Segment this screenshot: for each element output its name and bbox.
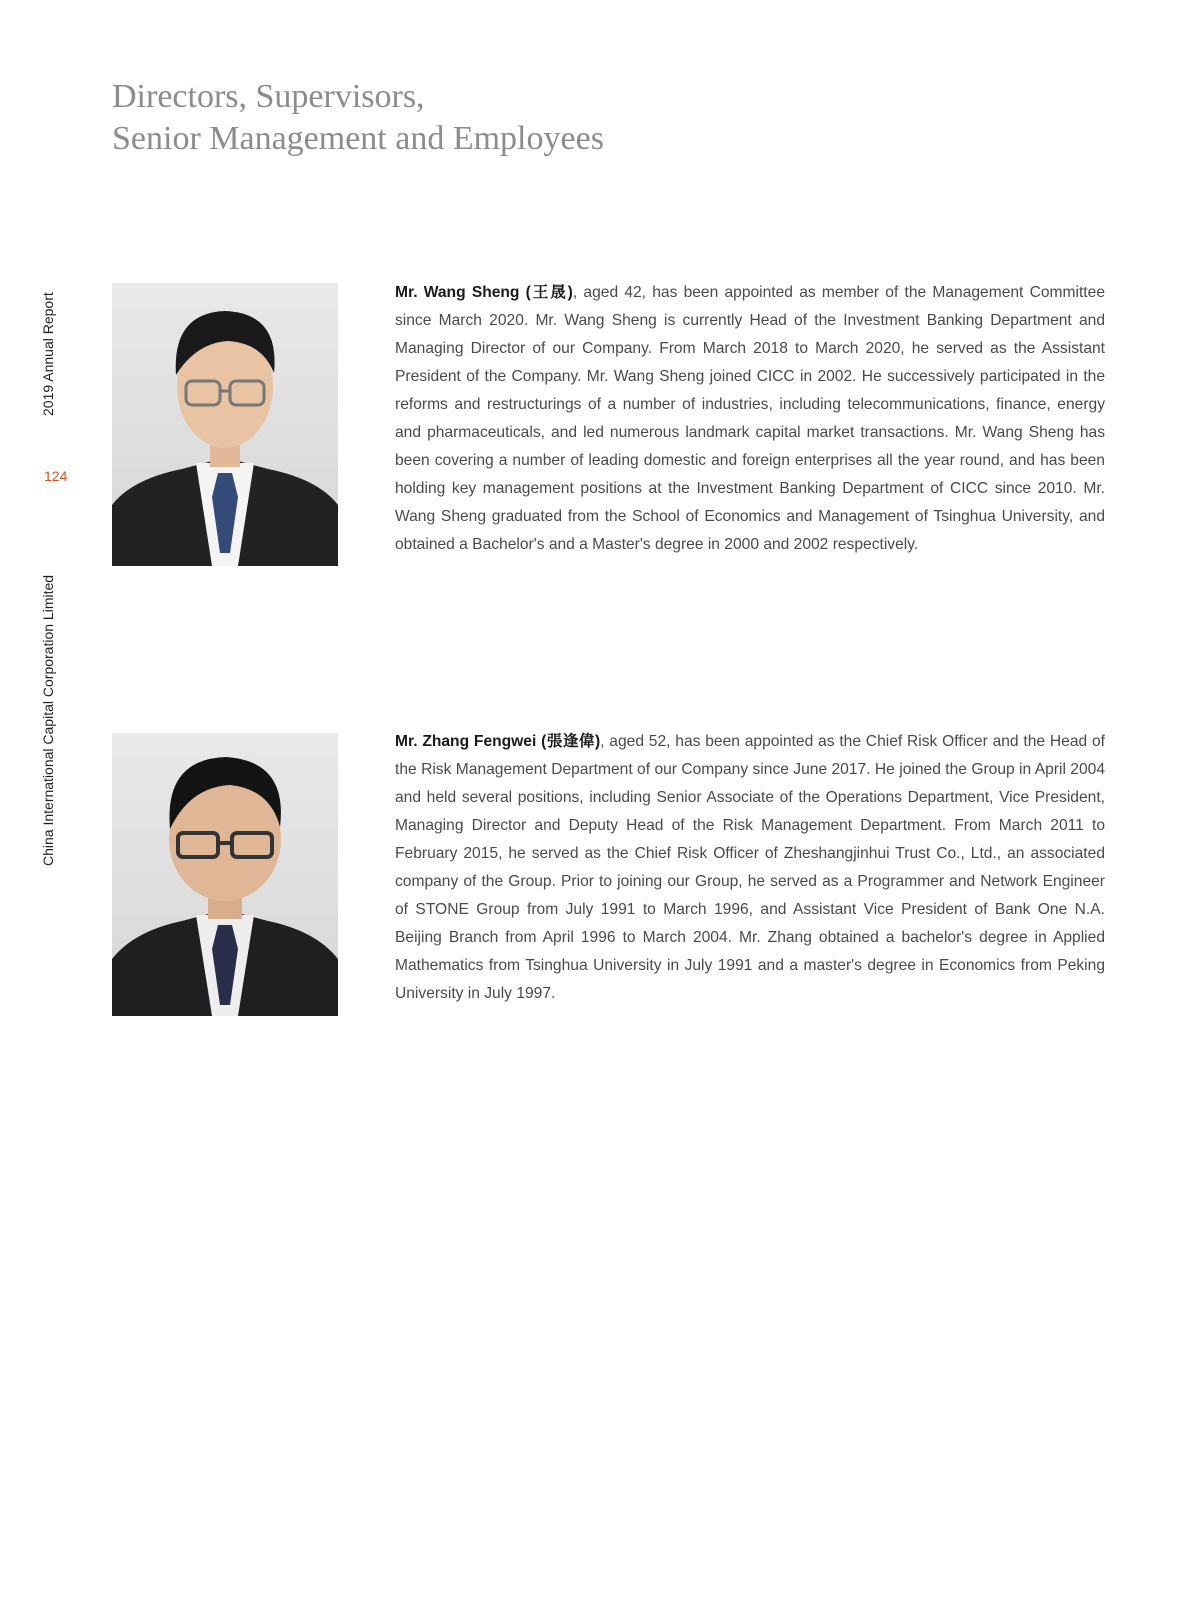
bio-paragraph-wang-sheng	[395, 279, 1105, 559]
page-title	[112, 76, 604, 160]
bio-text: , aged 42, has been appointed as member of the Management Committee since March 2020. Mr. Wang Sheng is currently Head of the Investment Banking Department and Managing Director of our Company. From March 2018 to March 2020, he served as the Assistant President of the Company. Mr. Wang Sheng joined CICC in 2002. He successively participated in the reforms and restructurings of a number of industries, including telecommunications, finance, energy and pharmaceuticals, and led numerous landmark capital market transactions. Mr. Wang Sheng has been covering a number of leading domestic and foreign enterprises all the year round, and has been holding key management positions at the Investment Banking Department of CICC since 2010. Mr. Wang Sheng graduated from the School of Economics and Management of Tsinghua University, and obtained a Bachelor's and a Master's degree in 2000 and 2002 respectively.	[395, 284, 1105, 553]
portrait-photo-wang-sheng	[112, 283, 338, 566]
person-name: Mr. Zhang Fengwei (張逢偉)	[395, 733, 601, 750]
side-strip	[40, 270, 74, 870]
bio-paragraph-zhang-fengwei	[395, 728, 1105, 1008]
page-title-line-1: Directors, Supervisors,	[112, 78, 425, 115]
bio-text: , aged 52, has been appointed as the Chief Risk Officer and the Head of the Risk Management Department of our Company since June 2017. He joined the Group in April 2004 and held several positions, including Senior Associate of the Operations Department, Vice President, Managing Director and Deputy Head of the Risk Management Department. From March 2011 to February 2015, he served as the Chief Risk Officer of Zheshangjinhui Trust Co., Ltd., an associated company of the Group. Prior to joining our Group, he served as a Programmer and Network Engineer of STONE Group from July 1991 to March 1996, and Assistant Vice President of Bank One N.A. Beijing Branch from April 1996 to March 2004. Mr. Zhang obtained a bachelor's degree in Applied Mathematics from Tsinghua University in July 1991 and a master's degree in Economics from Peking University in July 1997.	[395, 733, 1105, 1002]
annual-report-label: 2019 Annual Report	[40, 292, 56, 416]
portrait-photo-zhang-fengwei	[112, 733, 338, 1016]
page-title-line-2: Senior Management and Employees	[112, 120, 604, 157]
company-name: China International Capital Corporation Limited	[40, 574, 56, 866]
person-name: Mr. Wang Sheng (王晟)	[395, 284, 573, 301]
portrait-illustration	[112, 733, 338, 1016]
page-number: 124	[44, 468, 68, 484]
portrait-illustration	[112, 283, 338, 566]
